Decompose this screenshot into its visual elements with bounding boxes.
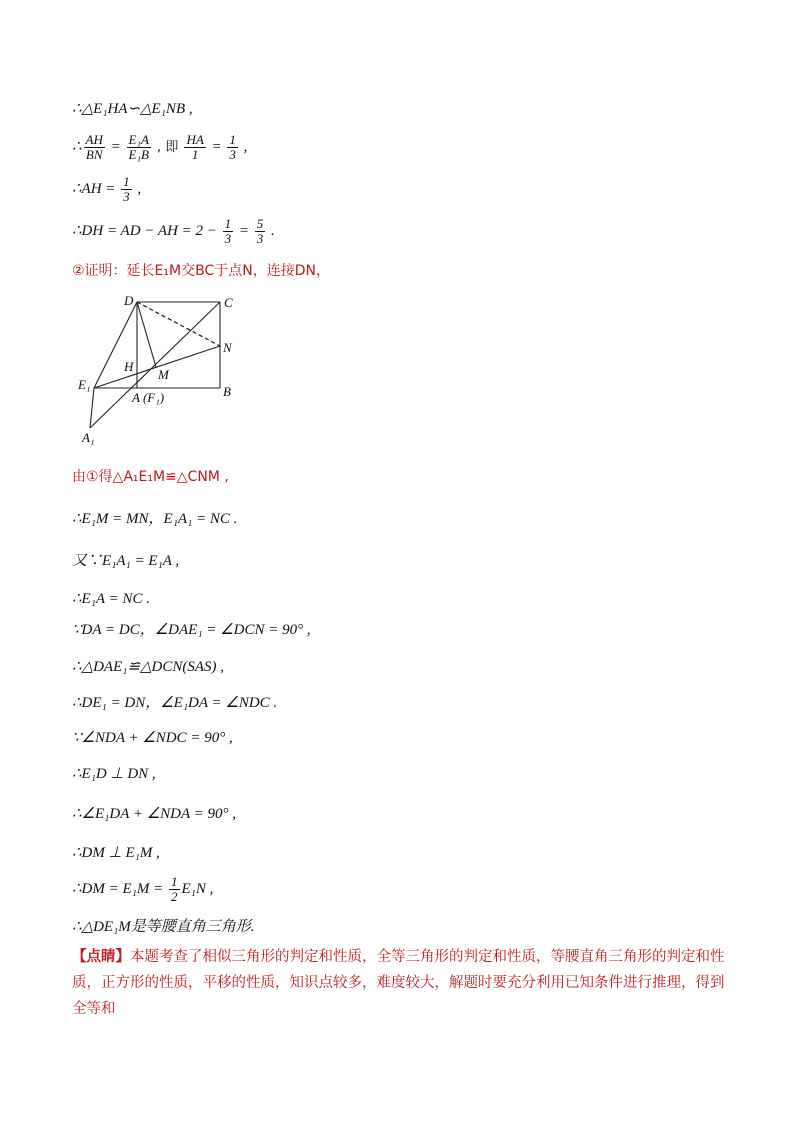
proof-line-5: ∵DA = DC，∠DAE₁ = ∠DCN = 90° , — [72, 622, 311, 638]
fraction-ah-bn: $\frac{AH}{BN}$ — [85, 132, 103, 163]
proof-line-2: ∴E₁M = MN，E₁A₁ = NC . — [72, 511, 238, 527]
edge-e1d — [94, 302, 137, 388]
fraction-1-2: $\frac{1}{2}$ — [171, 874, 178, 905]
label-b: B — [223, 384, 231, 399]
edge-e1n — [94, 346, 220, 388]
fraction-1-3: $\frac{1}{3}$ — [224, 216, 232, 247]
proof-line-6: ∴△DAE₁≌△DCN(SAS) , — [72, 659, 225, 675]
similar-triangles-line: ∴△E₁HA∽△E₁NB , — [72, 101, 193, 117]
proof-line-7: ∴DE₁ = DN，∠E₁DA = ∠NDC . — [72, 695, 278, 711]
commentary-block — [72, 944, 732, 1022]
proof-line-12: ∴DM = E₁M = $\frac{1}{2}$ E₁N , — [72, 874, 214, 905]
label-d: D — [124, 293, 134, 308]
geometry-figure — [72, 290, 262, 450]
edge-dn-dashed-2 — [137, 302, 220, 346]
ratio-line: ∴ $\frac{AH}{BN}$ = $\frac{\text{E₁A}}{\text{E₁B}}$ , 即 $\frac{HA}{1}$ = $\frac{1}{3}$ , — [72, 132, 248, 163]
commentary-bracket: 【点睛】 — [72, 949, 130, 965]
proof-line-9: ∴E₁D ⊥ DN , — [72, 766, 156, 782]
fraction-1-3: $\frac{1}{3}$ — [123, 174, 130, 205]
proof-line-1: 由①得△A₁E₁M≌△CNM , — [72, 469, 229, 485]
label-h: H — [124, 359, 134, 374]
geometry-svg — [72, 290, 262, 450]
label-e1: E₁ — [78, 377, 91, 392]
proof-line-8: ∵∠NDA + ∠NDC = 90° , — [72, 730, 233, 746]
ah-value-line: ∴AH = $\frac{1}{3}$ , — [72, 174, 142, 205]
fraction-e1a-e1b: $\frac{\text{E₁A}}{\text{E₁B}}$ — [128, 132, 149, 163]
label-n: N — [223, 340, 232, 355]
label-c: C — [224, 295, 233, 310]
label-m: M — [158, 367, 169, 382]
fraction-ha-1: $\frac{HA}{1}$ — [186, 132, 204, 163]
commentary-text: 本题考查了相似三角形的判定和性质，全等三角形的判定和性质，等腰直角三角形的判定和性质，正方形的性质，平移的性质，知识点较多，难度较大，解题时要充分利用已知条件进行推理，得到全等和 — [72, 949, 725, 1017]
dh-value-line: ∴DH = AD − AH = 2 − $\frac{1}{3}$ = $\frac{5}{3}$ . — [72, 216, 275, 247]
proof-line-10: ∴∠E₁DA + ∠NDA = 90° , — [72, 806, 237, 822]
fraction-1-3: $\frac{1}{3}$ — [229, 132, 236, 163]
proof-line-4: ∴E₁A = NC . — [72, 591, 150, 607]
edge-e1a1 — [90, 388, 94, 428]
proof-line-11: ∴DM ⊥ E₁M , — [72, 845, 160, 861]
label-a-f1: A (F₁) — [132, 390, 165, 405]
proof-line-3: 又∵E₁A₁ = E₁A , — [72, 553, 180, 569]
edge-dm — [137, 302, 156, 367]
proof-header: ②证明：延长E₁M交BC于点N，连接DN， — [72, 263, 330, 279]
proof-conclusion: ∴△DE₁M是等腰直角三角形. — [72, 919, 255, 935]
label-a1: A₁ — [82, 430, 95, 445]
fraction-5-3: $\frac{5}{3}$ — [256, 216, 264, 247]
